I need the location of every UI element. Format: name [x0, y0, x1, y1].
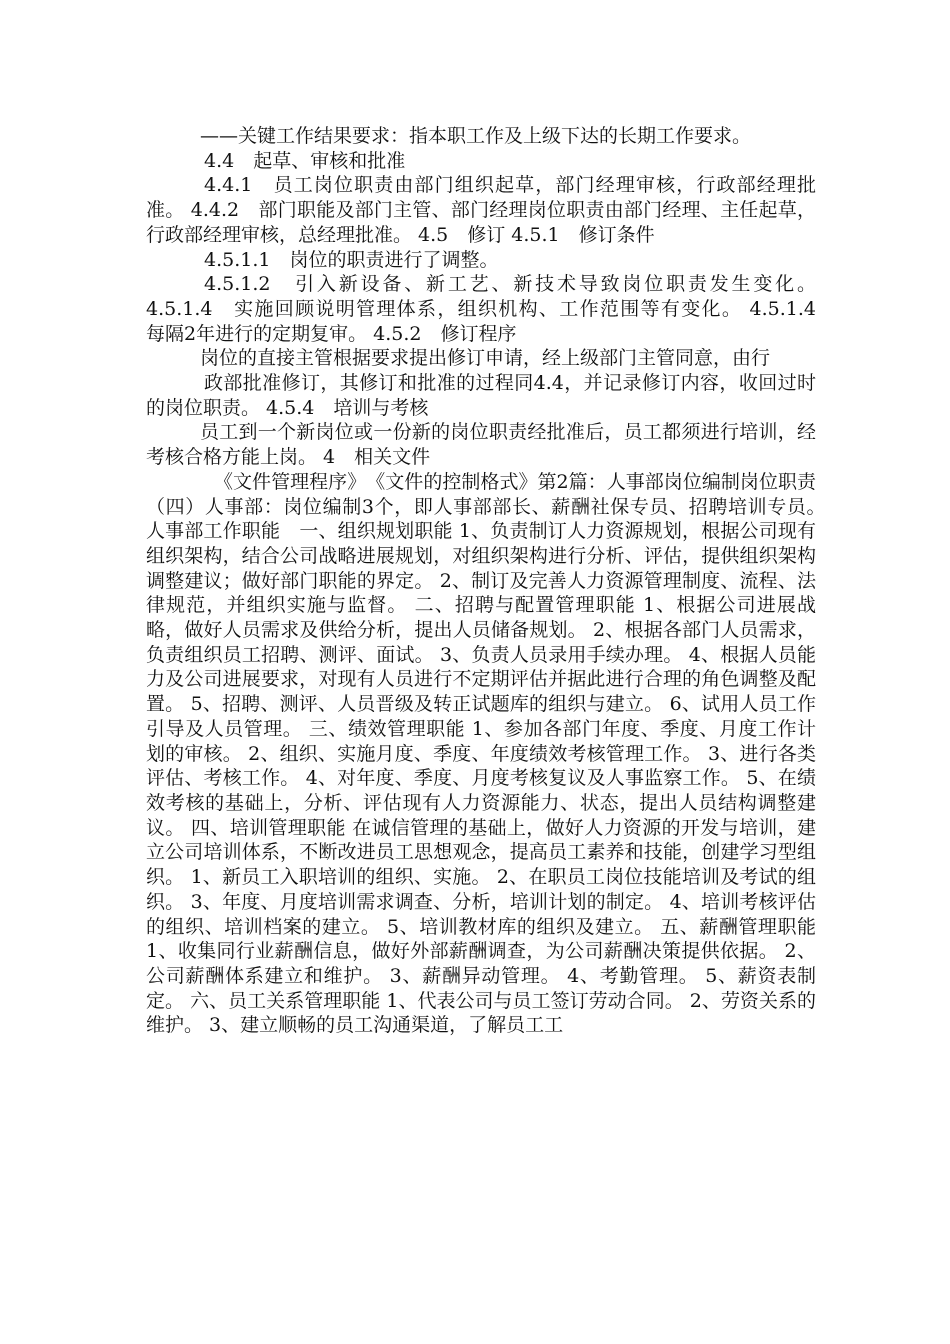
paragraph-4-4-1: 4.4.1 员工岗位职责由部门组织起草，部门经理审核，行政部经理批准。 4.4.2 部门职能及部门主管、部门经理岗位职责由部门经理、主任起草，行政部经理审核，总经理批准。 4.5 修订 4.5.1 修订条件: [146, 174, 816, 246]
paragraph-revision-approval: 政部批准修订，其修订和批准的过程同4.4，并记录修订内容，收回过时的岗位职责。 4.5.4 培训与考核: [146, 372, 816, 419]
paragraph-training: 员工到一个新岗位或一份新的岗位职责经批准后，员工都须进行培训，经考核合格方能上岗。 4 相关文件: [146, 421, 816, 469]
paragraph-key-results: ——关键工作结果要求：指本职工作及上级下达的长期工作要求。: [200, 125, 752, 147]
paragraph-4-5-1-2: 4.5.1.2 引入新设备、新工艺、新技术导致岗位职责发生变化。 4.5.1.4 实施回顾说明管理体系，组织机构、工作范围等有变化。 4.5.1.4 每隔2年进行的定期复审。 4.5.2 修订程序: [146, 273, 836, 345]
paragraph-hr-duties: 《文件管理程序》 《文件的控制格式》第2篇：人事部岗位编制岗位职责（四）人事部：岗位编制3个，即人事部部长、薪酬社保专员、招聘培训专员。 人事部工作职能 一、组织规划职能 1、负责制订人力资源规划，根据公司现有组织架构，结合公司战略进展规划，对组织架构进行分析、评估，提供组织架构调整建议；做好部门职能的界定。 2、制订及完善人力资源管理制度、流程、法律规范，并组织实施与监督。 二、招聘与配置管理职能 1、根据公司进展战略，做好人员需求及供给分析，提出人员储备规划。 2、根据各部门人员需求，负责组织员工招聘、测评、面试。 3、负责人员录用手续办理。 4、根据人员能力及公司进展要求，对现有人员进行不定期评估并据此进行合理的角色调整及配置。 5、招聘、测评、人员晋级及转正试题库的组织与建立。 6、试用人员工作引导及人员管理。 三、绩效管理职能 1、参加各部门年度、季度、月度工作计划的审核。 2、组织、实施月度、季度、年度绩效考核管理工作。 3、进行各类评估、考核工作。 4、对年度、季度、月度考核复议及人事监察工作。 5、在绩效考核的基础上，分析、评估现有人力资源能力、状态，提出人员结构调整建议。 四、培训管理职能 在诚信管理的基础上，做好人力资源的开发与培训，建立公司培训体系，不断改进员工思想观念，提高员工素养和技能，创建学习型组织。 1、新员工入职培训的组织、实施。 2、在职员工岗位技能培训及考试的组织。 3、年度、月度培训需求调查、分析，培训计划的制定。 4、培训考核评估的组织、培训档案的建立。 5、培训教材库的组织及建立。 五、薪酬管理职能 1、收集同行业薪酬信息，做好外部薪酬调查，为公司薪酬决策提供依据。 2、公司薪酬体系建立和维护。 3、薪酬异动管理。 4、考勤管理。 5、薪资表制定。 六、员工关系管理职能 1、代表公司与员工签订劳动合同。 2、劳资关系的维护。 3、建立顺畅的员工沟通渠道，了解员工工: [146, 470, 836, 1037]
document-body: [146, 124, 836, 1038]
paragraph-revision-request: 岗位的直接主管根据要求提出修订申请，经上级部门主管同意，由行: [200, 347, 771, 370]
paragraph-heading-4-4: 4.4 起草、审核和批准: [204, 149, 406, 172]
paragraph-4-5-1-1: 4.5.1.1 岗位的职责进行了调整。: [204, 248, 499, 271]
